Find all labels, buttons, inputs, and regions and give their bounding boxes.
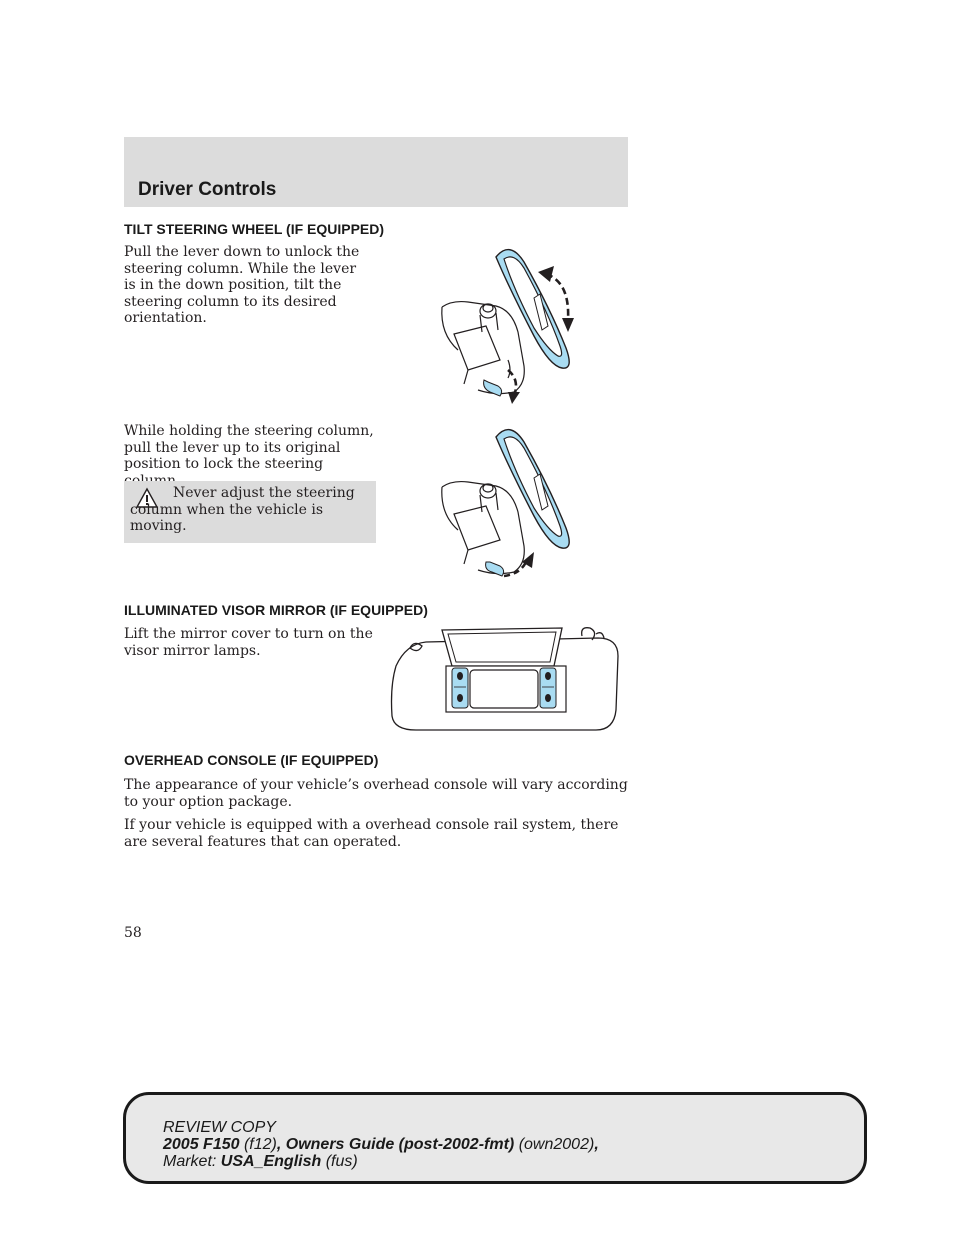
visor-mirror-heading: ILLUMINATED VISOR MIRROR (IF EQUIPPED) — [124, 602, 428, 618]
page-number: 58 — [124, 925, 142, 941]
tilt-steering-heading: TILT STEERING WHEEL (IF EQUIPPED) — [124, 221, 385, 237]
visor-mirror-illustration — [386, 626, 622, 734]
footer-market-label: Market: — [163, 1153, 221, 1170]
footer-model: 2005 F150 — [163, 1136, 240, 1153]
steering-wheel-unlock-illustration — [438, 242, 588, 406]
console-paragraph-appearance: The appearance of your vehicle’s overhead console will vary according to your option package. — [124, 777, 628, 810]
footer-market: USA_English — [220, 1153, 322, 1170]
footer-market-line — [163, 1153, 599, 1170]
warning-box — [124, 481, 376, 543]
tilt-paragraph-lock: While holding the steering column, pull the lever up to its original position to lock the steering — [124, 423, 374, 472]
footer-sep1: , — [276, 1136, 286, 1153]
visor-paragraph: Lift the mirror cover to turn on the visor mirror lamps. — [124, 626, 373, 659]
footer-market-code: (fus) — [325, 1153, 358, 1170]
chapter-header-band — [124, 137, 628, 207]
footer-model-code: (f12) — [243, 1136, 277, 1153]
footer-guide: Owners Guide (post-2002-fmt) — [285, 1136, 515, 1153]
footer-guide-code: (own2002) — [518, 1136, 595, 1153]
tilt-paragraph-unlock: Pull the lever down to unlock the steering column. While the lever is in the down position, tilt the steering column to its desired orientation. — [124, 244, 360, 326]
steering-wheel-lock-illustration — [438, 422, 588, 582]
footer-sep2: , — [594, 1136, 599, 1153]
console-paragraph-rail: If your vehicle is equipped with a overhead console rail system, there are several features that can operated. — [124, 817, 619, 850]
chapter-title: Driver Controls — [138, 179, 277, 200]
footer-review-label: REVIEW COPY — [163, 1119, 276, 1136]
footer-model-line — [163, 1136, 599, 1153]
footer-text — [163, 1119, 599, 1170]
warning-text: Never adjust the steering column when the vehicle is moving. — [130, 485, 355, 534]
review-copy-footer — [123, 1092, 867, 1184]
overhead-console-heading: OVERHEAD CONSOLE (IF EQUIPPED) — [124, 752, 379, 768]
